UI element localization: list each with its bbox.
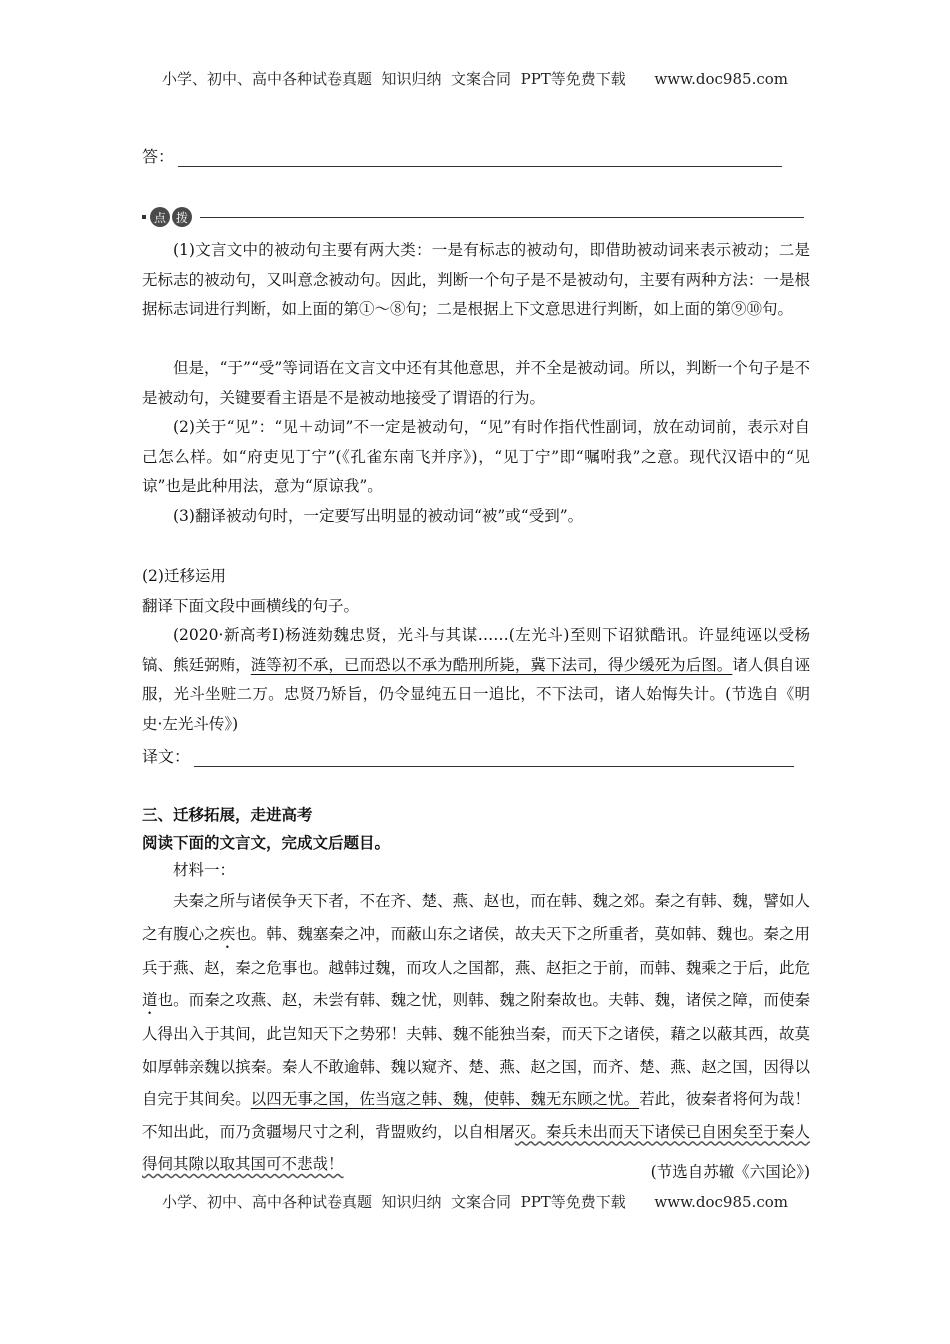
passage-underlined-sentence: 涟等初不承，已而恐以不承为酷刑所毙，冀下法司，得少缓死为后图。 [250,655,733,674]
tip-badge-1: 点 [150,207,170,227]
material-passage [142,885,810,1181]
transfer-heading: (2)迁移运用 [142,567,226,585]
transfer-instruction: 翻译下面文段中画横线的句子。 [142,597,360,615]
translation-line[interactable] [142,744,794,767]
bullet-icon [142,215,146,219]
material-wavy-sentence: 灭。秦兵未出而天下诸侯已自困矣至于秦人得伺其隙以取其国可不悲哉！ [142,1122,810,1173]
material-text-d: 若此，彼秦者将何为哉！不知出此，而乃贪疆埸尺寸之利，背盟败约，以自相屠 [142,1090,810,1141]
tip-paragraph-3: (2)关于“见”：“见＋动词”不一定是被动句，“见”有时作指代性副词，放在动词前，表示对自己怎么样。如“府吏见丁宁”(《孔雀东南飞并序》)，“见丁宁”即“嘱咐我”之意。现代汉语中的“见谅”也是此种用法，意为“原谅我”。 [142,418,810,495]
tip-banner [142,206,804,228]
section3-title: 三、迁移拓展，走进高考 [142,805,313,824]
tip-paragraph-2: 但是，“于”“受”等词语在文言文中还有其他意思，并不全是被动词。所以，判断一个句子是不是被动句，关键要看主语是不是被动地接受了谓语的行为。 [142,359,810,407]
answer-line[interactable] [142,144,782,167]
passage-text-b: 诸人俱自诬服，光斗坐赃二万。忠贤乃矫旨，仍令显纯五日一追比，不下法司，诸人始悔失计。(节选自《明史·左光斗传》) [142,655,810,733]
emphasized-char-2: 道 [142,991,158,1009]
page-footer: 小学、初中、高中各种试卷真题 知识归纳 文案合同 PPT等免费下载 www.doc985.com [161,1193,788,1211]
emphasized-char-1: 疾 [219,924,236,943]
transfer-passage [142,621,810,739]
material-label: 材料一： [173,861,236,879]
tip-divider [200,216,804,218]
page-header: 小学、初中、高中各种试卷真题 知识归纳 文案合同 PPT等免费下载 www.doc985.com [161,70,788,88]
tip-paragraph-4: (3)翻译被动句时，一定要写出明显的被动词“被”或“受到”。 [173,507,584,525]
section3-instruction: 阅读下面的文言文，完成文后题目。 [142,833,391,852]
tip-badge-2: 拨 [172,207,192,227]
material-text-a: 夫秦之所与诸侯争天下者，不在齐、楚、燕、赵也，而在韩、魏之郊。秦之有韩、魏，譬如人之有腹心之 [142,892,810,943]
material-underlined-sentence: 以四无事之国，佐当寇之韩、魏，使韩、魏无东顾之忧。 [250,1090,640,1108]
passage-text-a: (2020·新高考Ⅰ)杨涟劾魏忠贤，光斗与其谋……(左光斗)至则下诏狱酷讯。许显纯诬以受杨镐、熊廷弼贿， [142,626,810,674]
translation-label: 译文： [142,747,191,766]
material-text-b: 也。韩、魏塞秦之冲，而蔽山东之诸侯，故夫天下之所重者，莫如韩、魏也。秦之用兵于燕、赵，秦之危事也。越韩过魏，而攻人之国都，燕、赵拒之于前，而韩、魏乘之于后，此危 [142,924,810,977]
material-text-c: 也。而秦之攻燕、赵，未尝有韩、魏之忧，则韩、魏之附秦故也。夫韩、魏，诸侯之障，而使秦人得出入于其间，此岂知天下之势邪！夫韩、魏不能独当秦，而天下之诸侯，藉之以蔽其西，故莫如厚韩亲魏以摈秦。秦人不敢逾韩、魏以窥齐、楚、燕、赵之国，而齐、楚、燕、赵之国，因得以自完于其间矣。 [142,991,810,1108]
answer-blank[interactable] [178,152,782,167]
tip-paragraph-1: (1)文言文中的被动句主要有两大类：一是有标志的被动句，即借助被动词来表示被动；二是无标志的被动句，又叫意念被动句。因此，判断一个句子是不是被动句，主要有两种方法：一是根据标志词进行判断，如上面的第①～⑧句；二是根据上下文意思进行判断，如上面的第⑨⑩句。 [142,241,810,318]
material-source: (节选自苏辙《六国论》) [650,1163,810,1181]
translation-blank[interactable] [194,752,794,767]
answer-label: 答： [142,147,175,166]
